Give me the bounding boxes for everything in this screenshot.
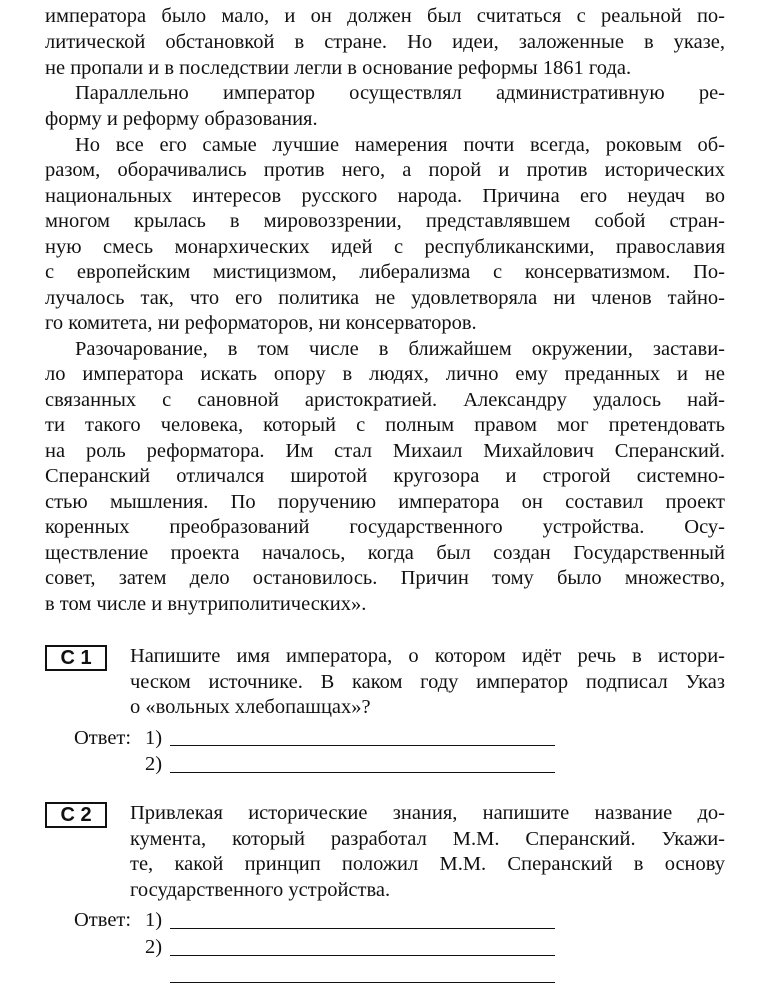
question-line: Привлекая исторические знания, напишите название до-	[130, 802, 725, 824]
answer-field-1[interactable]	[170, 745, 555, 746]
passage-line: Сперанский отличался широтой кругозора и строгой системно-	[45, 465, 725, 487]
passage-line: Но все его самые лучшие намерения почти всегда, роковым об-	[75, 134, 725, 156]
passage-line: ную смесь монархических идей с республиканскими, православия	[45, 236, 725, 258]
passage-line: го комитета, ни реформаторов, ни консерваторов.	[45, 312, 477, 334]
answer-field-3[interactable]	[170, 982, 555, 983]
passage-line: лучалось так, что его политика не удовлетворяла ни членов тайно-	[45, 287, 725, 309]
passage-line: императора было мало, и он должен был считаться с реальной по-	[45, 5, 725, 27]
answer-field-2[interactable]	[170, 955, 555, 956]
answer-number: 2)	[145, 936, 163, 958]
passage-line: ло императора искать опору в людях, лично ему преданных и не	[45, 363, 725, 385]
passage-line: ти такого человека, который с полным правом мог претендовать	[45, 414, 725, 436]
question-line: Напишите имя императора, о котором идёт речь в истори-	[130, 645, 725, 667]
passage-line: не пропали и в последствии легли в основание реформы 1861 года.	[45, 57, 632, 79]
answer-prefix: Ответ:	[74, 909, 132, 931]
passage-line: стью мышления. По поручению императора он составил проект	[45, 491, 725, 513]
answer-field-2[interactable]	[170, 772, 555, 773]
passage-line: коренных преобразований государственного устройства. Осу-	[45, 516, 725, 538]
question-line: государственного устройства.	[130, 879, 391, 901]
passage-line: ществление проекта началось, когда был создан Государственный	[45, 542, 725, 564]
answer-number: 1)	[145, 909, 163, 931]
passage-line: Разочарование, в том числе в ближайшем окружении, застави-	[75, 338, 725, 360]
answer-number: 1)	[145, 727, 163, 749]
question-line: кумента, который разработал М.М. Сперанский. Укажи-	[130, 828, 725, 850]
passage-line: совет, затем дело остановилось. Причин тому было множество,	[45, 567, 725, 589]
passage-line: форму и реформу образования.	[45, 108, 318, 130]
task-label-box: С 2	[45, 802, 107, 828]
passage-line: Параллельно император осуществлял административную ре-	[75, 82, 725, 104]
passage-line: литической обстановкой в стране. Но идеи, заложенные в указе,	[45, 31, 725, 53]
answer-prefix: Ответ:	[74, 727, 132, 749]
question-line: о «вольных хлебопашцах»?	[130, 696, 371, 718]
passage-line: национальных интересов русского народа. Причина его неудач во	[45, 185, 725, 207]
passage-line: в том числе и внутриполитических».	[45, 593, 367, 615]
answer-field-1[interactable]	[170, 928, 555, 929]
passage-line: многом крылась в мировоззрении, представлявшем собой стран-	[45, 210, 725, 232]
passage-line: на роль реформатора. Им стал Михаил Михайлович Сперанский.	[45, 440, 725, 462]
passage-line: связанных с сановной аристократией. Александру удалось най-	[45, 389, 725, 411]
passage-line: разом, оборачивались против него, а порой и против исторических	[45, 159, 725, 181]
question-line: те, какой принцип положил М.М. Сперанский в основу	[130, 853, 725, 875]
question-line: ческом источнике. В каком году император подписал Указ	[130, 671, 725, 693]
task-label-box: С 1	[45, 645, 107, 671]
passage-line: с европейским мистицизмом, либерализма с консерватизмом. По-	[45, 261, 725, 283]
answer-number: 2)	[145, 753, 163, 775]
